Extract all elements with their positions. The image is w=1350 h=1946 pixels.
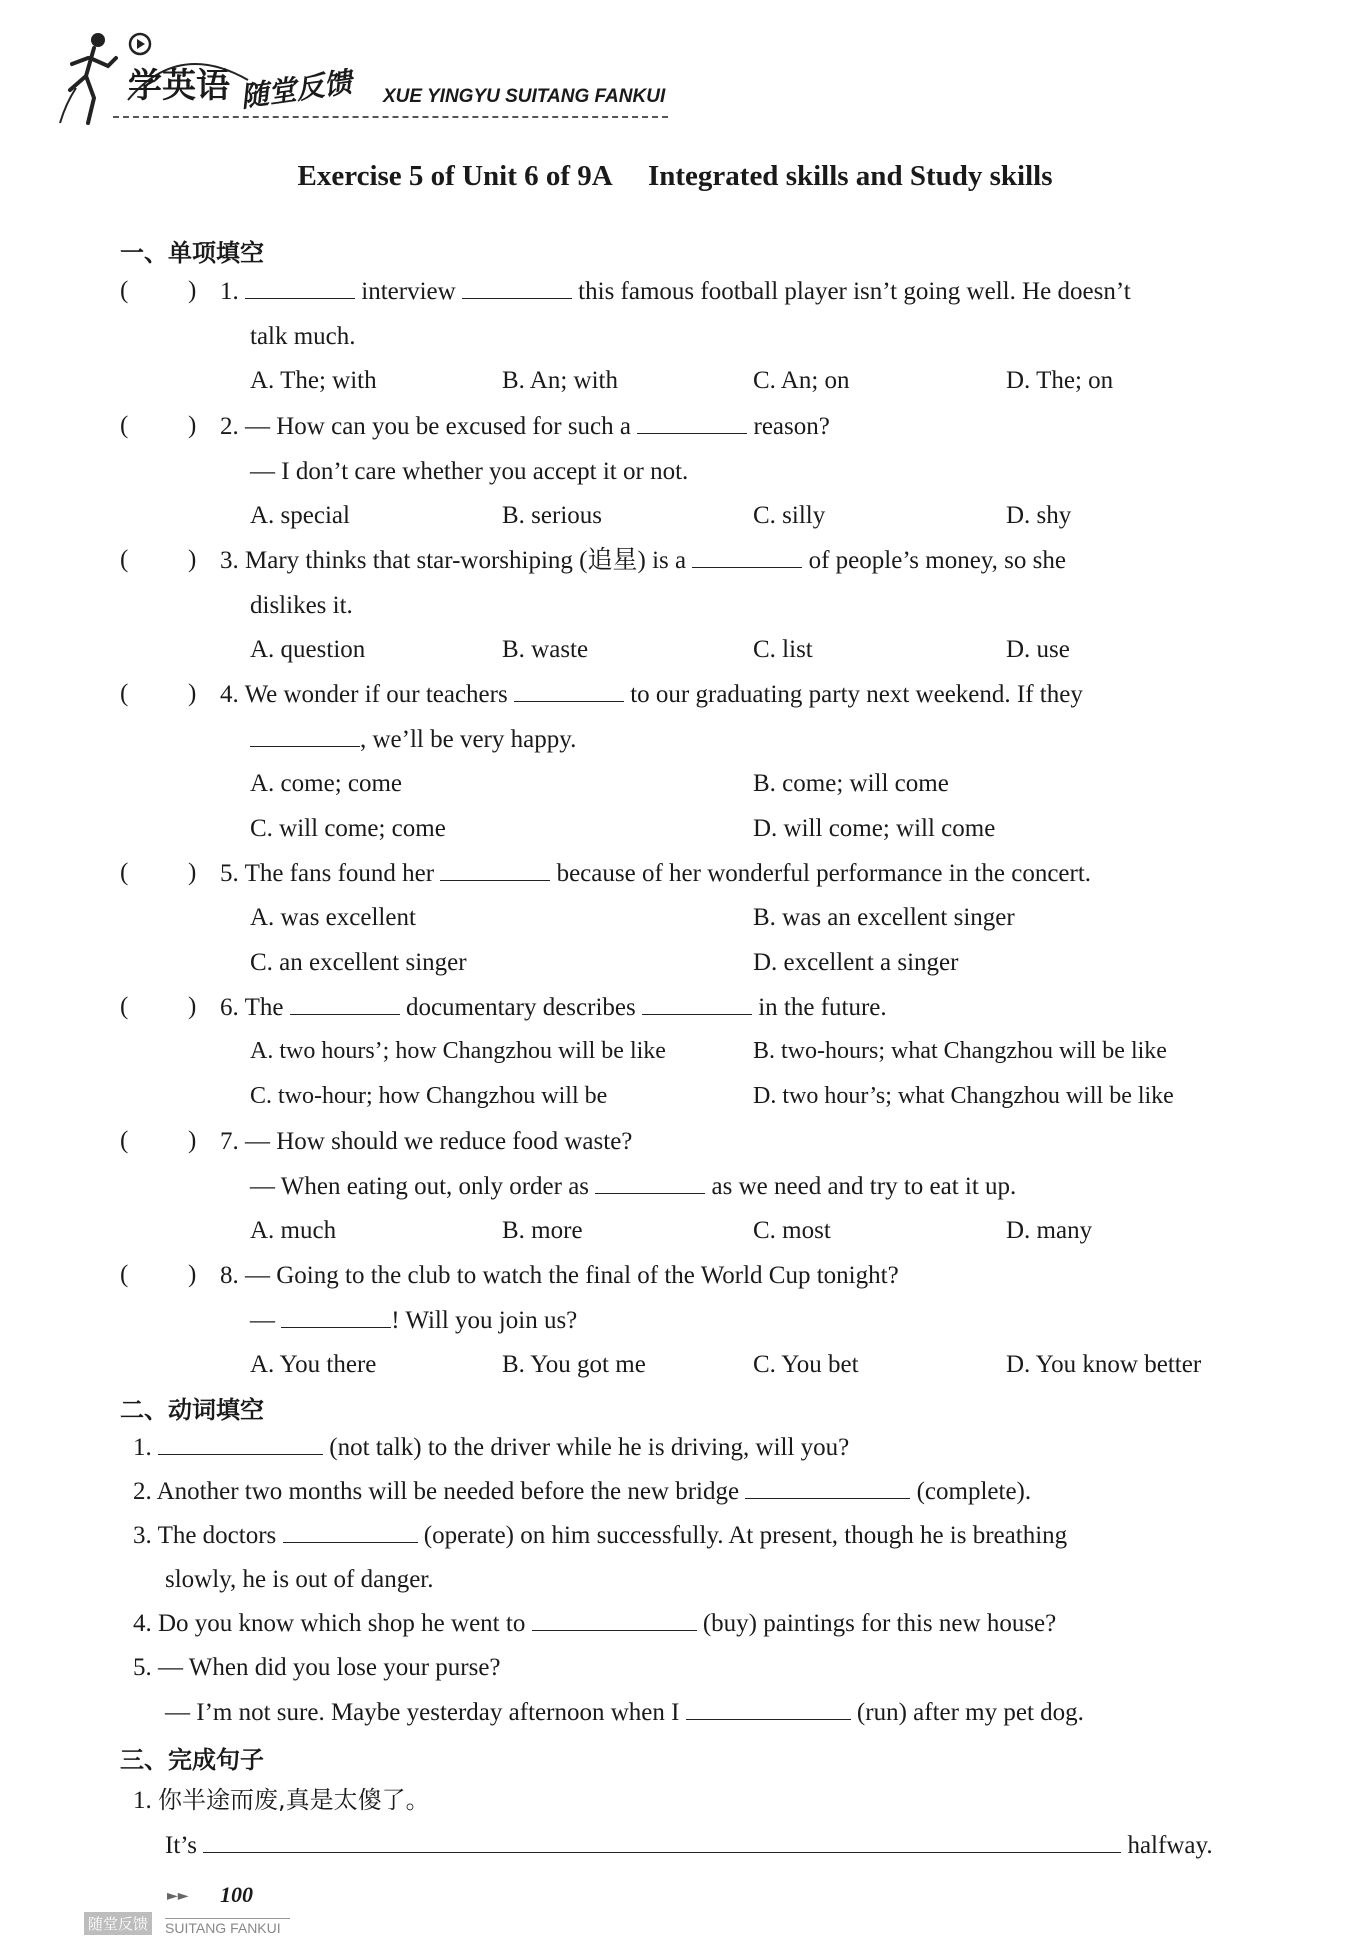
title-topic: Integrated skills and Study skills: [647, 160, 1053, 192]
header: [58, 28, 678, 128]
blank[interactable]: [290, 994, 400, 1015]
answer-paren[interactable]: ( ): [120, 1127, 197, 1154]
answer-paren[interactable]: ( ): [120, 859, 197, 886]
answer-line[interactable]: [203, 1832, 1121, 1853]
verb-item-1: 1. (not talk) to the driver while he is driving, will you?: [133, 1434, 850, 1461]
option-b[interactable]: B. serious: [502, 502, 602, 529]
blank[interactable]: [642, 994, 752, 1015]
option-d[interactable]: D. many: [1006, 1217, 1093, 1244]
option-b[interactable]: B. two-hours; what Changzhou will be like: [753, 1038, 1167, 1064]
section-heading-3: 三、完成句子: [120, 1746, 264, 1774]
option-a[interactable]: A. was excellent: [250, 904, 416, 931]
blank[interactable]: [440, 860, 550, 881]
question-3-cont: dislikes it.: [250, 592, 353, 619]
question-3: 3. Mary thinks that star-worshiping (追星) is a of people’s money, so she: [220, 547, 1066, 574]
option-d[interactable]: D. will come; will come: [753, 815, 996, 842]
blank[interactable]: [692, 547, 802, 568]
verb-item-5-reply: — I’m not sure. Maybe yesterday afternoon when I (run) after my pet dog.: [165, 1699, 1084, 1726]
page-title: [0, 160, 1350, 193]
question-8-reply: — ! Will you join us?: [250, 1307, 578, 1334]
blank[interactable]: [250, 726, 360, 747]
blank[interactable]: [532, 1610, 697, 1631]
option-d[interactable]: D. use: [1006, 636, 1070, 663]
answer-paren[interactable]: ( ): [120, 277, 197, 304]
option-c[interactable]: C. silly: [753, 502, 826, 529]
question-2-reply: — I don’t care whether you accept it or not.: [250, 458, 689, 485]
question-8: 8. — Going to the club to watch the final of the World Cup tonight?: [220, 1262, 899, 1289]
footer-subtitle: SUITANG FANKUI: [165, 1918, 290, 1936]
blank[interactable]: [281, 1307, 391, 1328]
blank[interactable]: [462, 278, 572, 299]
option-d[interactable]: D. two hour’s; what Changzhou will be like: [753, 1083, 1174, 1109]
question-1: 1. interview this famous football player isn’t going well. He doesn’t: [220, 278, 1131, 305]
blank[interactable]: [245, 278, 355, 299]
option-c[interactable]: C. most: [753, 1217, 831, 1244]
option-c[interactable]: C. will come; come: [250, 815, 446, 842]
option-a[interactable]: A. special: [250, 502, 350, 529]
answer-paren[interactable]: ( ): [120, 412, 197, 439]
option-b[interactable]: B. come; will come: [753, 770, 949, 797]
option-a[interactable]: A. come; come: [250, 770, 403, 797]
question-5: 5. The fans found her because of her wonderful performance in the concert.: [220, 860, 1092, 887]
section-heading-2: 二、动词填空: [120, 1396, 264, 1424]
option-b[interactable]: B. waste: [502, 636, 589, 663]
title-exercise: Exercise 5 of Unit 6 of 9A: [297, 160, 613, 192]
verb-item-4: 4. Do you know which shop he went to (buy) paintings for this new house?: [133, 1610, 1057, 1637]
answer-paren[interactable]: ( ): [120, 993, 197, 1020]
section-heading-1: 一、单项填空: [120, 239, 264, 267]
option-c[interactable]: C. an excellent singer: [250, 949, 467, 976]
answer-paren[interactable]: ( ): [120, 546, 197, 573]
verb-item-3-cont: slowly, he is out of danger.: [165, 1566, 434, 1593]
blank[interactable]: [686, 1699, 851, 1720]
option-a[interactable]: A. question: [250, 636, 366, 663]
verb-item-2: 2. Another two months will be needed before the new bridge (complete).: [133, 1478, 1032, 1505]
question-4-cont: , we’ll be very happy.: [250, 725, 576, 755]
option-b[interactable]: B. An; with: [502, 367, 618, 394]
footer-tag: 随堂反馈: [84, 1912, 152, 1935]
verb-item-5: 5. — When did you lose your purse?: [133, 1654, 501, 1681]
option-c[interactable]: C. two-hour; how Changzhou will be: [250, 1083, 608, 1109]
option-c[interactable]: C. list: [753, 636, 813, 663]
blank[interactable]: [745, 1478, 910, 1499]
header-subtitle-cn: 随堂反馈: [238, 65, 354, 114]
blank[interactable]: [595, 1173, 705, 1194]
translation-item-1: 1. 你半途而废,真是太傻了。: [133, 1786, 430, 1814]
option-c[interactable]: C. An; on: [753, 367, 850, 394]
page-arrow-icon: ►►: [167, 1888, 189, 1904]
question-2: 2. — How can you be excused for such a reason?: [220, 413, 830, 440]
option-d[interactable]: D. shy: [1006, 502, 1072, 529]
blank[interactable]: [283, 1522, 418, 1543]
question-7-reply: — When eating out, only order as as we need and try to eat it up.: [250, 1173, 1017, 1200]
question-6: 6. The documentary describes in the future.: [220, 994, 887, 1021]
question-4: 4. We wonder if our teachers to our graduating party next weekend. If they: [220, 681, 1083, 708]
option-d[interactable]: D. excellent a singer: [753, 949, 959, 976]
option-a[interactable]: A. You there: [250, 1351, 377, 1378]
answer-paren[interactable]: ( ): [120, 680, 197, 707]
header-title-cn: 学英语: [128, 66, 230, 106]
option-b[interactable]: B. was an excellent singer: [753, 904, 1015, 931]
header-title-en: XUE YINGYU SUITANG FANKUI: [383, 86, 666, 107]
verb-item-3: 3. The doctors (operate) on him successfully. At present, though he is breathing: [133, 1522, 1068, 1549]
question-7: 7. — How should we reduce food waste?: [220, 1128, 633, 1155]
translation-item-1-answer: It’s halfway.: [165, 1832, 1213, 1859]
option-a[interactable]: A. The; with: [250, 367, 377, 394]
answer-paren[interactable]: ( ): [120, 1261, 197, 1288]
option-d[interactable]: D. You know better: [1006, 1351, 1202, 1378]
option-d[interactable]: D. The; on: [1006, 367, 1114, 394]
blank[interactable]: [637, 413, 747, 434]
option-a[interactable]: A. two hours’; how Changzhou will be like: [250, 1038, 666, 1064]
header-divider: [113, 116, 668, 118]
option-c[interactable]: C. You bet: [753, 1351, 859, 1378]
option-b[interactable]: B. more: [502, 1217, 583, 1244]
option-a[interactable]: A. much: [250, 1217, 337, 1244]
page-number: 100: [220, 1882, 253, 1907]
blank[interactable]: [514, 681, 624, 702]
question-1-cont: talk much.: [250, 323, 356, 350]
option-b[interactable]: B. You got me: [502, 1351, 646, 1378]
blank[interactable]: [158, 1434, 323, 1455]
